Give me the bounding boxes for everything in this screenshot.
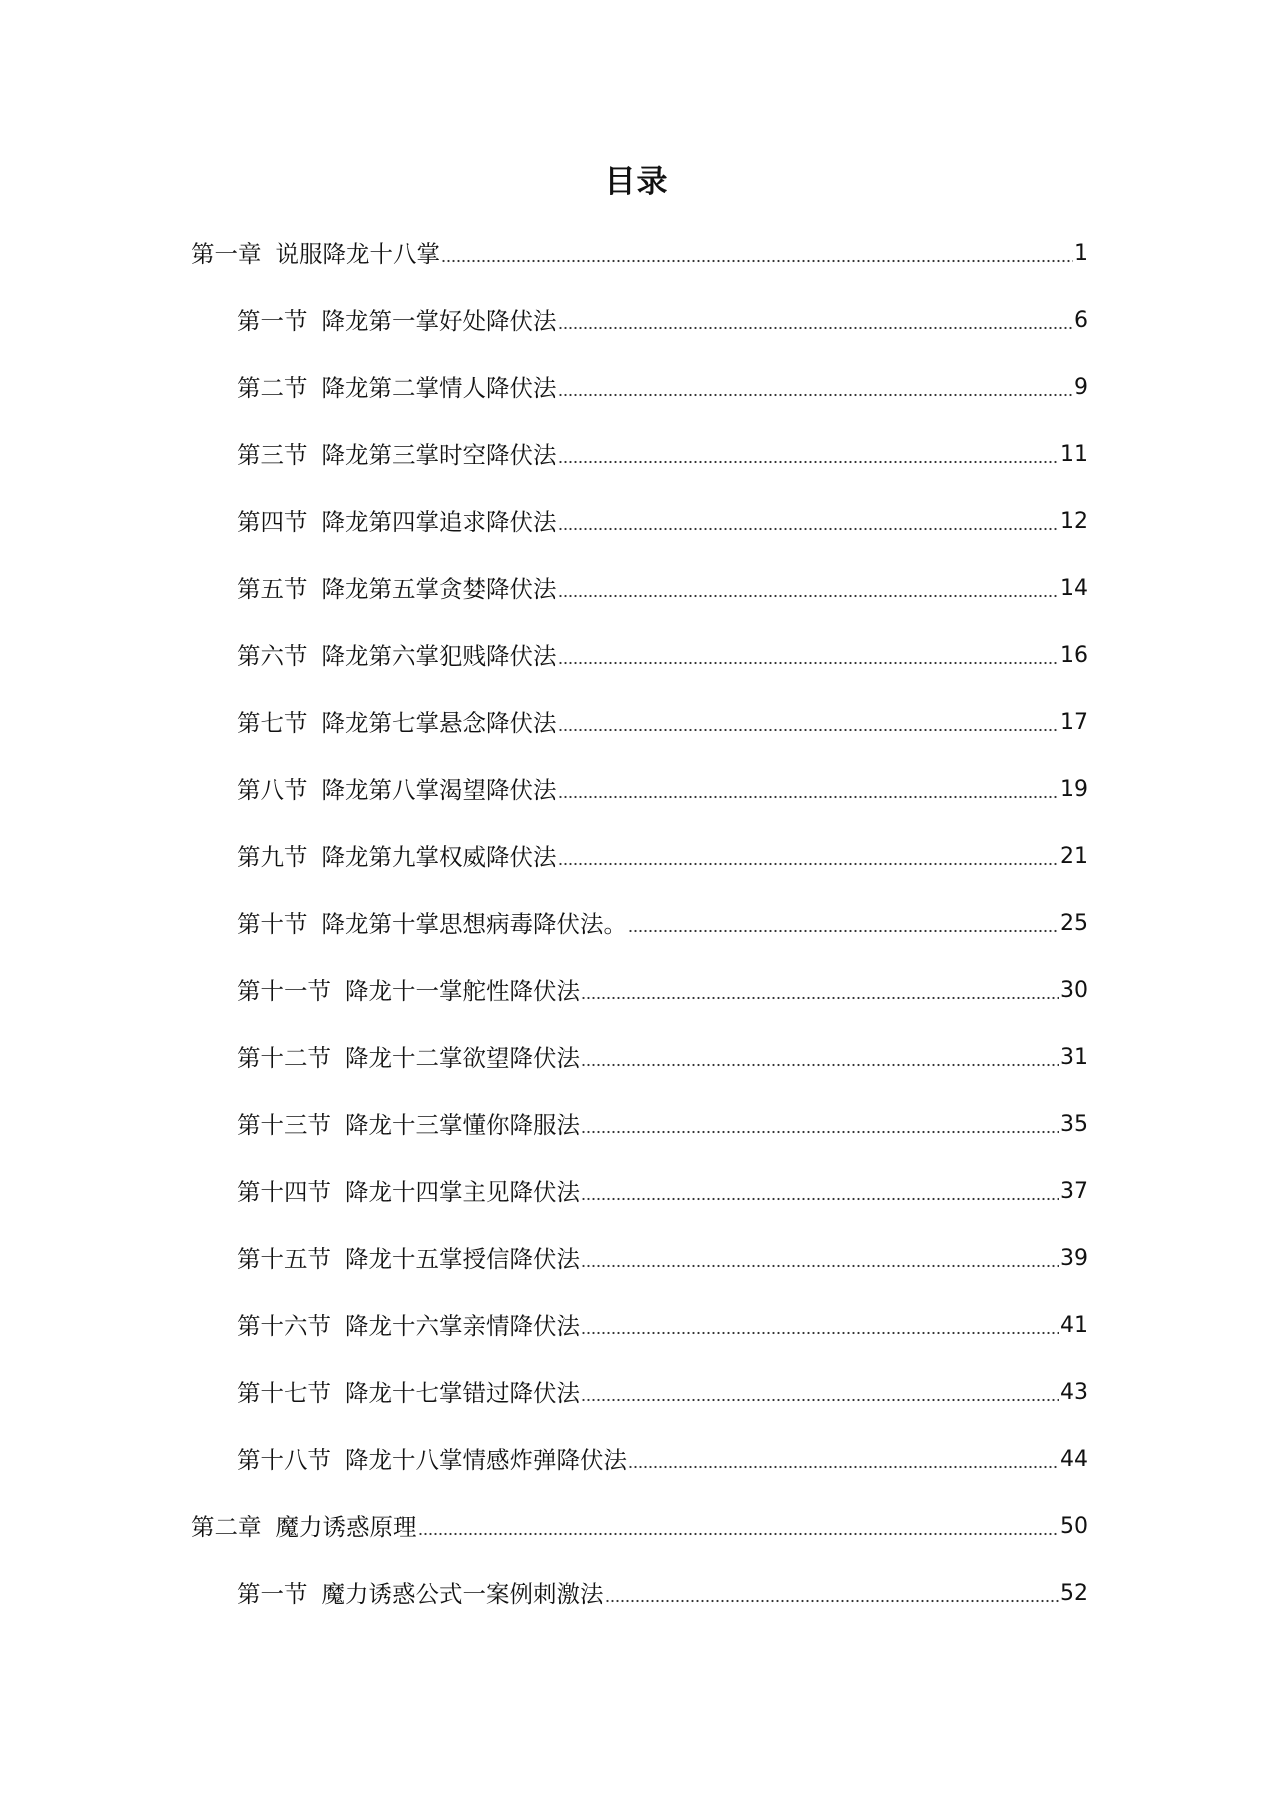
dot-leader [558, 459, 1060, 465]
entry-title: 降龙第一掌好处降伏法 [321, 307, 557, 335]
dot-leader [558, 727, 1060, 733]
dot-leader [605, 1598, 1060, 1604]
entry-number: 第十七节 [237, 1379, 331, 1407]
entry-number: 第一章 [191, 240, 262, 268]
toc-entry-section[interactable] [0, 565, 1273, 632]
entry-page-number: 37 [1060, 1179, 1088, 1204]
entry-page-number: 35 [1060, 1112, 1088, 1137]
entry-page-number: 39 [1060, 1246, 1088, 1271]
toc-title: 目录 [604, 164, 669, 200]
entry-page-number: 31 [1060, 1045, 1088, 1070]
toc-entry-section[interactable] [0, 967, 1273, 1034]
entry-title: 降龙第九掌权威降伏法 [321, 843, 557, 871]
entry-title: 降龙第四掌追求降伏法 [321, 508, 557, 536]
entry-page-number: 21 [1060, 844, 1088, 869]
entry-number: 第二章 [191, 1513, 262, 1541]
entry-page-number: 52 [1060, 1581, 1088, 1606]
entry-title: 降龙第十掌思想病毒降伏法。 [321, 910, 627, 938]
dot-leader [558, 593, 1060, 599]
toc-entry-section[interactable] [0, 900, 1273, 967]
entry-number: 第七节 [237, 709, 308, 737]
entry-number: 第四节 [237, 508, 308, 536]
entry-title: 降龙十八掌情感炸弹降伏法 [345, 1446, 627, 1474]
dot-leader [581, 1062, 1059, 1068]
entry-page-number: 16 [1060, 643, 1088, 668]
entry-number: 第十二节 [237, 1044, 331, 1072]
entry-title: 降龙十四掌主见降伏法 [345, 1178, 580, 1206]
entry-page-number: 12 [1060, 509, 1088, 534]
entry-number: 第十节 [237, 910, 308, 938]
dot-leader [581, 1263, 1059, 1269]
dot-leader [558, 794, 1060, 800]
entry-title: 降龙第六掌犯贱降伏法 [321, 642, 557, 670]
entry-title: 降龙十一掌舵性降伏法 [345, 977, 580, 1005]
dot-leader [441, 258, 1073, 264]
entry-title: 降龙第八掌渴望降伏法 [321, 776, 557, 804]
entry-page-number: 30 [1060, 978, 1088, 1003]
entry-title: 魔力诱惑公式一案例刺激法 [321, 1580, 604, 1608]
toc-entry-section[interactable] [0, 297, 1273, 364]
entry-page-number: 41 [1060, 1313, 1088, 1338]
dot-leader [558, 392, 1074, 398]
entry-number: 第十八节 [237, 1446, 331, 1474]
toc-entry-chapter[interactable] [0, 230, 1273, 297]
entry-title: 降龙十七掌错过降伏法 [345, 1379, 580, 1407]
entry-title: 降龙第七掌悬念降伏法 [321, 709, 557, 737]
entry-title: 降龙十三掌懂你降服法 [345, 1111, 580, 1139]
dot-leader [558, 660, 1060, 666]
dot-leader [558, 325, 1074, 331]
entry-number: 第一节 [237, 1580, 308, 1608]
dot-leader [558, 526, 1060, 532]
entry-number: 第八节 [237, 776, 308, 804]
toc-entry-section[interactable] [0, 1436, 1273, 1503]
toc-entry-section[interactable] [0, 833, 1273, 900]
dot-leader [628, 1464, 1059, 1470]
toc-entry-section[interactable] [0, 1369, 1273, 1436]
toc-entry-section[interactable] [0, 364, 1273, 431]
entry-page-number: 11 [1060, 442, 1088, 467]
entry-title: 降龙第五掌贪婪降伏法 [321, 575, 557, 603]
toc-entry-section[interactable] [0, 1570, 1273, 1637]
toc-entry-section[interactable] [0, 1235, 1273, 1302]
entry-title: 降龙十二掌欲望降伏法 [345, 1044, 580, 1072]
toc-entry-section[interactable] [0, 699, 1273, 766]
entry-title: 降龙十六掌亲情降伏法 [345, 1312, 580, 1340]
entry-number: 第十五节 [237, 1245, 331, 1273]
entry-page-number: 43 [1060, 1380, 1088, 1405]
entry-number: 第六节 [237, 642, 308, 670]
entry-page-number: 25 [1060, 911, 1088, 936]
dot-leader [418, 1531, 1060, 1537]
entry-number: 第十三节 [237, 1111, 331, 1139]
toc-entry-section[interactable] [0, 1034, 1273, 1101]
toc-entry-section[interactable] [0, 632, 1273, 699]
entry-page-number: 44 [1060, 1447, 1088, 1472]
entry-title: 降龙第二掌情人降伏法 [321, 374, 557, 402]
toc-entry-section[interactable] [0, 431, 1273, 498]
toc-entry-section[interactable] [0, 766, 1273, 833]
dot-leader [581, 995, 1059, 1001]
entry-number: 第十四节 [237, 1178, 331, 1206]
entry-title: 降龙十五掌授信降伏法 [345, 1245, 580, 1273]
toc-entry-section[interactable] [0, 1168, 1273, 1235]
entry-page-number: 19 [1060, 777, 1088, 802]
toc-list [0, 230, 1273, 1637]
entry-page-number: 50 [1060, 1514, 1088, 1539]
toc-entry-chapter[interactable] [0, 1503, 1273, 1570]
toc-entry-section[interactable] [0, 498, 1273, 565]
entry-number: 第三节 [237, 441, 308, 469]
dot-leader [581, 1196, 1059, 1202]
entry-number: 第九节 [237, 843, 308, 871]
dot-leader [628, 928, 1059, 934]
entry-page-number: 9 [1074, 375, 1088, 400]
dot-leader [581, 1129, 1059, 1135]
entry-page-number: 6 [1074, 308, 1088, 333]
toc-entry-section[interactable] [0, 1302, 1273, 1369]
entry-title: 说服降龙十八掌 [275, 240, 440, 268]
entry-number: 第五节 [237, 575, 308, 603]
entry-number: 第一节 [237, 307, 308, 335]
entry-page-number: 14 [1060, 576, 1088, 601]
entry-number: 第二节 [237, 374, 308, 402]
entry-title: 魔力诱惑原理 [275, 1513, 417, 1541]
entry-number: 第十六节 [237, 1312, 331, 1340]
entry-page-number: 17 [1060, 710, 1088, 735]
toc-entry-section[interactable] [0, 1101, 1273, 1168]
entry-title: 降龙第三掌时空降伏法 [321, 441, 557, 469]
entry-number: 第十一节 [237, 977, 331, 1005]
dot-leader [581, 1330, 1059, 1336]
dot-leader [581, 1397, 1059, 1403]
entry-page-number: 1 [1074, 241, 1088, 266]
dot-leader [558, 861, 1060, 867]
